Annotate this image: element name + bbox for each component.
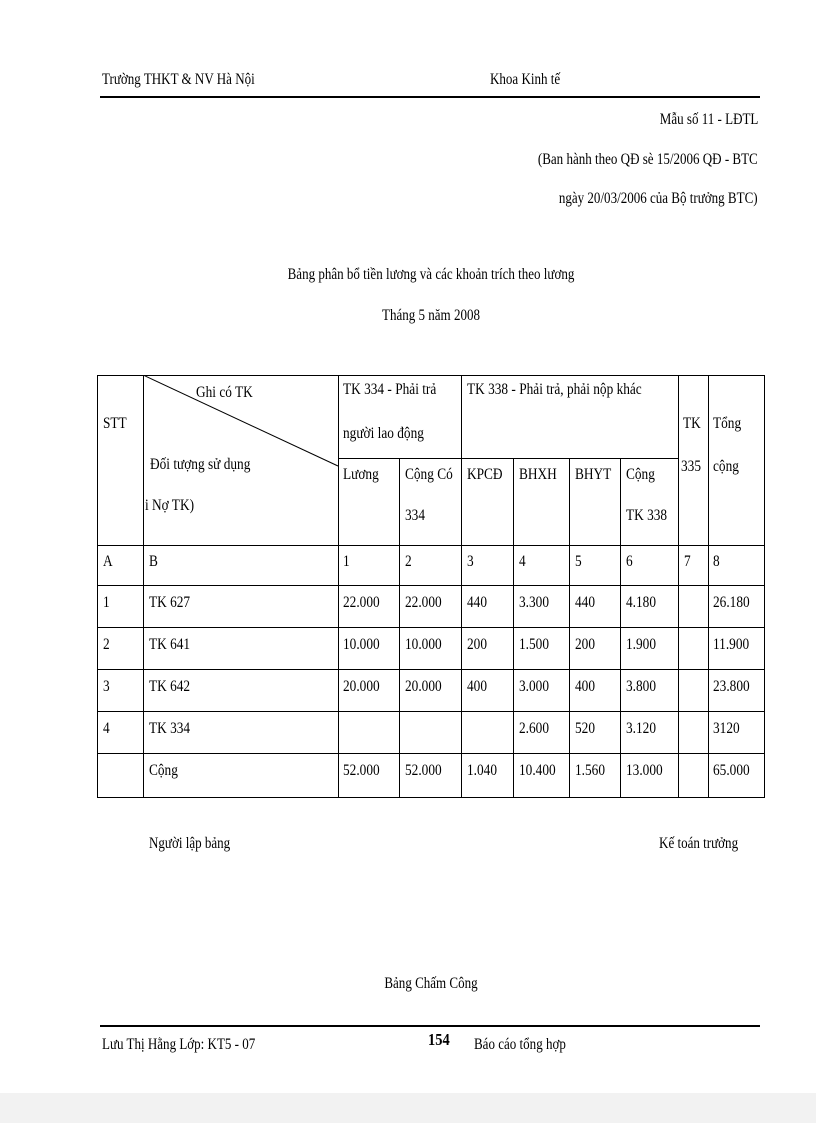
table-row-line [97,711,765,712]
table-cell-congco334: 20.000 [405,678,442,695]
footer-author: Lưu Thị Hằng Lớp: KT5 - 07 [102,1036,256,1053]
subheader-cong338-1: Cộng [626,466,655,483]
signature-chief-accountant: Kế toán trưởng [658,835,738,852]
index-cell: 3 [467,553,474,570]
table-row-line [97,627,765,628]
table-cell-bhxh: 10.400 [519,762,556,779]
form-decision: (Ban hành theo QĐ sè 15/2006 QĐ - BTC [538,151,758,168]
table-cell-bhyt: 440 [575,594,595,611]
table-col-line [620,458,621,798]
header-tk334-line2: người lao động [343,425,424,442]
header-rule [100,96,760,98]
table-cell-total: 65.000 [713,762,750,779]
table-cell-luong: 52.000 [343,762,380,779]
form-date: ngày 20/03/2006 của Bộ trưởng BTC) [559,190,758,207]
table-cell-bhyt: 200 [575,636,595,653]
table-cell-kpcd: 1.040 [467,762,497,779]
table-border-bottom [97,797,765,798]
table-cell-total: 23.800 [713,678,750,695]
table-cell-account: TK 627 [149,594,191,611]
table-row-line [97,669,765,670]
index-cell: A [103,553,113,570]
subheader-cong338-2: TK 338 [626,507,668,524]
table-cell-cong338: 1.900 [626,636,656,653]
table-cell-stt: 3 [103,678,110,695]
subheader-kpcd: KPCĐ [467,466,503,483]
header-tk334-line1: TK 334 - Phải trả [343,381,437,398]
table-cell-total: 11.900 [713,636,750,653]
table-cell-bhxh: 3.000 [519,678,549,695]
table-cell-bhxh: 1.500 [519,636,549,653]
index-cell: 4 [519,553,526,570]
header-tk338: TK 338 - Phải trả, phải nộp khác [467,381,642,398]
table-cell-account: Cộng [149,762,178,779]
signature-preparer: Người lập bảng [149,835,231,852]
index-cell: 5 [575,553,582,570]
table-cell-stt: 1 [103,594,110,611]
table-cell-congco334: 22.000 [405,594,442,611]
table-header-bottom [97,545,765,546]
page-subtitle: Tháng 5 năm 2008 [381,307,480,324]
header-doi-tuong: Đối tượng sử dụng [150,456,251,473]
table-cell-bhxh: 3.300 [519,594,549,611]
table-cell-luong: 20.000 [343,678,380,695]
table-cell-account: TK 641 [149,636,191,653]
table-cell-kpcd: 440 [467,594,487,611]
table-cell-total: 3120 [713,720,740,737]
index-cell: 1 [343,553,350,570]
table-cell-stt: 2 [103,636,110,653]
table-col-line [513,458,514,798]
table-cell-bhyt: 1.560 [575,762,605,779]
table-col-line [678,375,679,798]
subheader-luong: Lương [343,466,379,483]
page-bottom-margin [0,1093,816,1123]
table-cell-luong: 10.000 [343,636,380,653]
header-tk335-line2: 335 [681,458,701,475]
header-total-line1: Tổng [713,415,742,432]
table-cell-bhxh: 2.600 [519,720,549,737]
table-col-line [708,375,709,798]
footer-report: Báo cáo tổng hợp [474,1036,566,1053]
subheader-bhxh: BHXH [519,466,557,483]
table-cell-total: 26.180 [713,594,750,611]
table-cell-cong338: 4.180 [626,594,656,611]
table-cell-kpcd: 200 [467,636,487,653]
table-col-line [399,458,400,798]
header-total-line2: cộng [713,458,739,475]
header-tk335-line1: TK [683,415,701,432]
table-row-line [97,753,765,754]
footer-rule [100,1025,760,1027]
subheader-congco-2: 334 [405,507,425,524]
header-no-tk: i Nợ TK) [145,497,195,514]
index-cell: 8 [713,553,720,570]
next-section-title: Bảng Chấm Công [384,975,478,992]
index-cell: 6 [626,553,633,570]
page-title: Bảng phân bổ tiền lương và các khoản trích theo lương [287,266,575,283]
index-cell: 2 [405,553,412,570]
form-code: Mẫu số 11 - LĐTL [659,111,758,128]
table-cell-cong338: 13.000 [626,762,663,779]
school-name: Trường THKT & NV Hà Nội [102,71,255,88]
table-cell-stt: 4 [103,720,110,737]
table-row-line [97,585,765,586]
table-cell-kpcd: 400 [467,678,487,695]
department-name: Khoa Kinh tế [490,71,561,88]
table-cell-luong: 22.000 [343,594,380,611]
table-cell-account: TK 334 [149,720,191,737]
table-col-line [569,458,570,798]
header-ghi-co-tk: Ghi có TK [196,384,253,401]
table-cell-account: TK 642 [149,678,191,695]
index-cell: 7 [684,553,691,570]
index-cell: B [149,553,158,570]
table-cell-congco334: 10.000 [405,636,442,653]
table-subheader-line [338,458,678,459]
table-cell-bhyt: 400 [575,678,595,695]
subheader-bhyt: BHYT [575,466,612,483]
table-cell-bhyt: 520 [575,720,595,737]
subheader-congco-1: Cộng Có [405,466,453,483]
table-cell-cong338: 3.800 [626,678,656,695]
table-col-line [97,375,98,798]
table-cell-congco334: 52.000 [405,762,442,779]
table-col-line [461,375,462,798]
header-stt: STT [103,415,127,432]
table-col-line [764,375,765,798]
page-number: 154 [428,1030,450,1049]
table-cell-cong338: 3.120 [626,720,656,737]
